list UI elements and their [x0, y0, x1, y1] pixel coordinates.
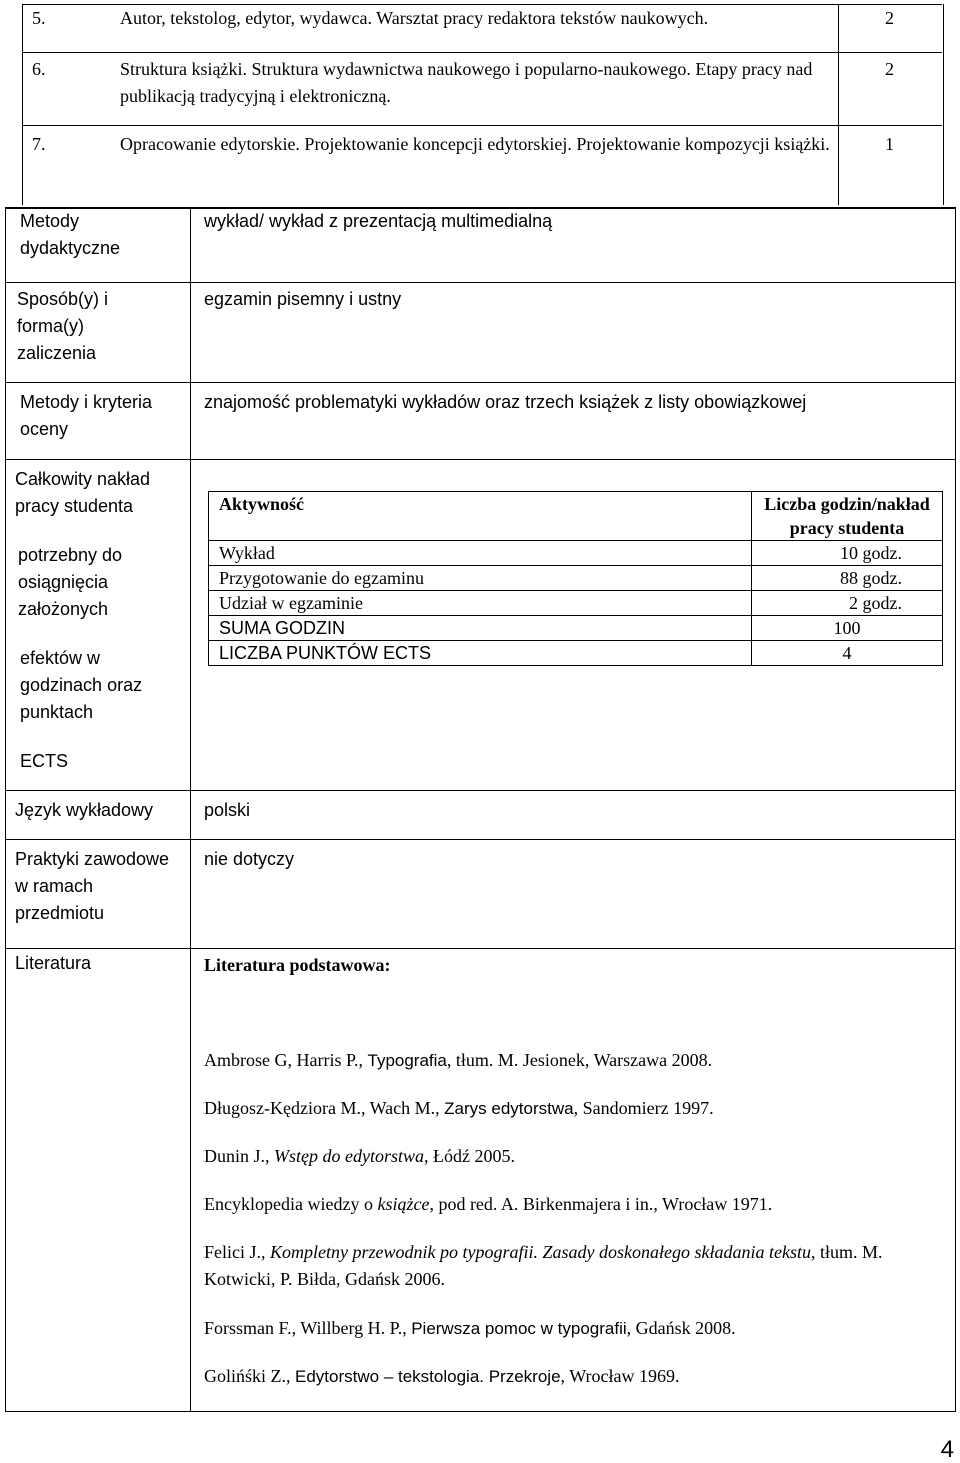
topic-hours: 2	[885, 59, 894, 79]
hours-header: Liczba godzin/nakład pracy studenta	[752, 492, 943, 541]
workload-label-part4: ECTS	[20, 751, 69, 771]
activity-hours: 2 godz.	[752, 591, 943, 616]
lit-title: Wstęp do edytorstwa	[274, 1146, 425, 1166]
literature-item	[204, 1239, 934, 1293]
lit-title: Pierwsza pomoc w typografii	[411, 1319, 627, 1338]
lit-author: Forssman F., Willberg H. P.,	[204, 1318, 412, 1338]
page-number: 4	[940, 1436, 954, 1463]
column-divider	[190, 383, 191, 459]
assessment-criteria-value: znajomość problematyki wykładów oraz trzech książek z listy obowiązkowej	[204, 392, 807, 412]
table-row	[209, 541, 943, 566]
assessment-form-value: egzamin pisemny i ustny	[204, 289, 402, 309]
activity-hours: 4	[752, 641, 943, 666]
table-row	[209, 641, 943, 666]
literature-item	[204, 1143, 934, 1170]
topic-number: 5.	[32, 8, 46, 28]
workload-label-part1: Całkowity nakład pracy studenta	[15, 469, 151, 516]
row-separator	[5, 839, 956, 840]
row-separator	[5, 282, 956, 283]
lit-title: książce	[377, 1194, 430, 1214]
topic-number: 6.	[32, 59, 46, 79]
activity-table-header	[209, 492, 943, 541]
lit-title: Kompletny przewodnik po typografii. Zasady doskonałego składania tekstu	[270, 1242, 811, 1262]
topic-text: Autor, tekstolog, edytor, wydawca. Warsztat pracy redaktora tekstów naukowych.	[120, 8, 709, 28]
topic-number: 7.	[32, 134, 46, 154]
literature-item	[204, 1047, 934, 1074]
lit-author: Golińśki Z.,	[204, 1366, 296, 1386]
workload-label-part3: efektów w godzinach oraz punktach	[20, 648, 143, 722]
workload-label-part2: potrzebny do osiągnięcia założonych	[18, 545, 123, 619]
language-label: Język wykładowy	[15, 800, 154, 820]
lit-rest: , tłum. M. Kotwicki, P. Biłda, Gdańsk 2006.	[204, 1242, 883, 1289]
teaching-methods-label: Metody dydaktyczne	[20, 211, 121, 258]
column-divider	[190, 840, 191, 948]
column-divider	[190, 949, 191, 1411]
row-separator	[5, 948, 956, 949]
lit-rest: , Wrocław 1969.	[560, 1366, 680, 1386]
literature-label: Literatura	[15, 953, 92, 973]
assessment-form-label: Sposób(y) i forma(y) zaliczenia	[17, 289, 109, 363]
row-separator	[5, 382, 956, 383]
row-separator	[5, 790, 956, 791]
column-divider	[190, 207, 191, 282]
activity-name: SUMA GODZIN	[209, 616, 752, 641]
activity-name: Udział w egzaminie	[209, 591, 752, 616]
internship-value: nie dotyczy	[204, 849, 295, 869]
literature-item	[204, 1191, 934, 1218]
internship-label: Praktyki zawodowe w ramach przedmiotu	[15, 849, 170, 923]
activity-hours: 100	[752, 616, 943, 641]
lit-pre: Encyklopedia wiedzy o	[204, 1194, 378, 1214]
lit-rest: , pod red. A. Birkenmajera i in., Wrocław 1971.	[429, 1194, 773, 1214]
lit-rest: , Sandomierz 1997.	[573, 1098, 714, 1118]
lit-rest: , Gdańsk 2008.	[626, 1318, 736, 1338]
activity-name: Przygotowanie do egzaminu	[209, 566, 752, 591]
topic-row-line	[22, 52, 942, 53]
lit-author: Felici J.,	[204, 1242, 270, 1262]
topic-hours: 1	[885, 134, 894, 154]
activity-table	[208, 491, 943, 666]
activity-header: Aktywność	[209, 492, 752, 541]
table-row	[209, 591, 943, 616]
topic-row-line	[22, 125, 942, 126]
activity-name: Wykład	[209, 541, 752, 566]
literature-item	[204, 1315, 934, 1342]
activity-name: LICZBA PUNKTÓW ECTS	[209, 641, 752, 666]
column-divider	[190, 791, 191, 839]
literature-heading: Literatura podstawowa:	[204, 955, 391, 975]
lit-author: Długosz-Kędziora M., Wach M.,	[204, 1098, 445, 1118]
language-value: polski	[204, 800, 251, 820]
topic-text: Opracowanie edytorskie. Projektowanie koncepcji edytorskiej. Projektowanie kompozycji książki.	[120, 134, 830, 154]
lit-rest: , tłum. M. Jesionek, Warszawa 2008.	[446, 1050, 713, 1070]
lit-title: Edytorstwo – tekstologia. Przekroje	[295, 1367, 561, 1386]
assessment-criteria-label: Metody i kryteria oceny	[20, 392, 153, 439]
literature-item	[204, 1095, 934, 1122]
table-row	[209, 566, 943, 591]
table-row	[209, 616, 943, 641]
topic-hours: 2	[885, 8, 894, 28]
lit-author: Dunin J.,	[204, 1146, 275, 1166]
column-divider	[190, 283, 191, 382]
activity-hours: 88 godz.	[752, 566, 943, 591]
column-divider	[190, 460, 191, 790]
literature-item	[204, 1363, 934, 1390]
activity-hours: 10 godz.	[752, 541, 943, 566]
lit-author: Ambrose G, Harris P.,	[204, 1050, 368, 1070]
lit-rest: , Łódź 2005.	[424, 1146, 515, 1166]
teaching-methods-value: wykład/ wykład z prezentacją multimedialną	[204, 211, 553, 231]
lit-title: Zarys edytorstwa	[444, 1099, 574, 1118]
row-separator	[5, 459, 956, 460]
lit-title: Typografia	[367, 1051, 447, 1070]
topic-text: Struktura książki. Struktura wydawnictwa naukowego i popularno-naukowego. Etapy pracy nad publikacją tradycyjną i elektroniczną.	[120, 59, 813, 106]
